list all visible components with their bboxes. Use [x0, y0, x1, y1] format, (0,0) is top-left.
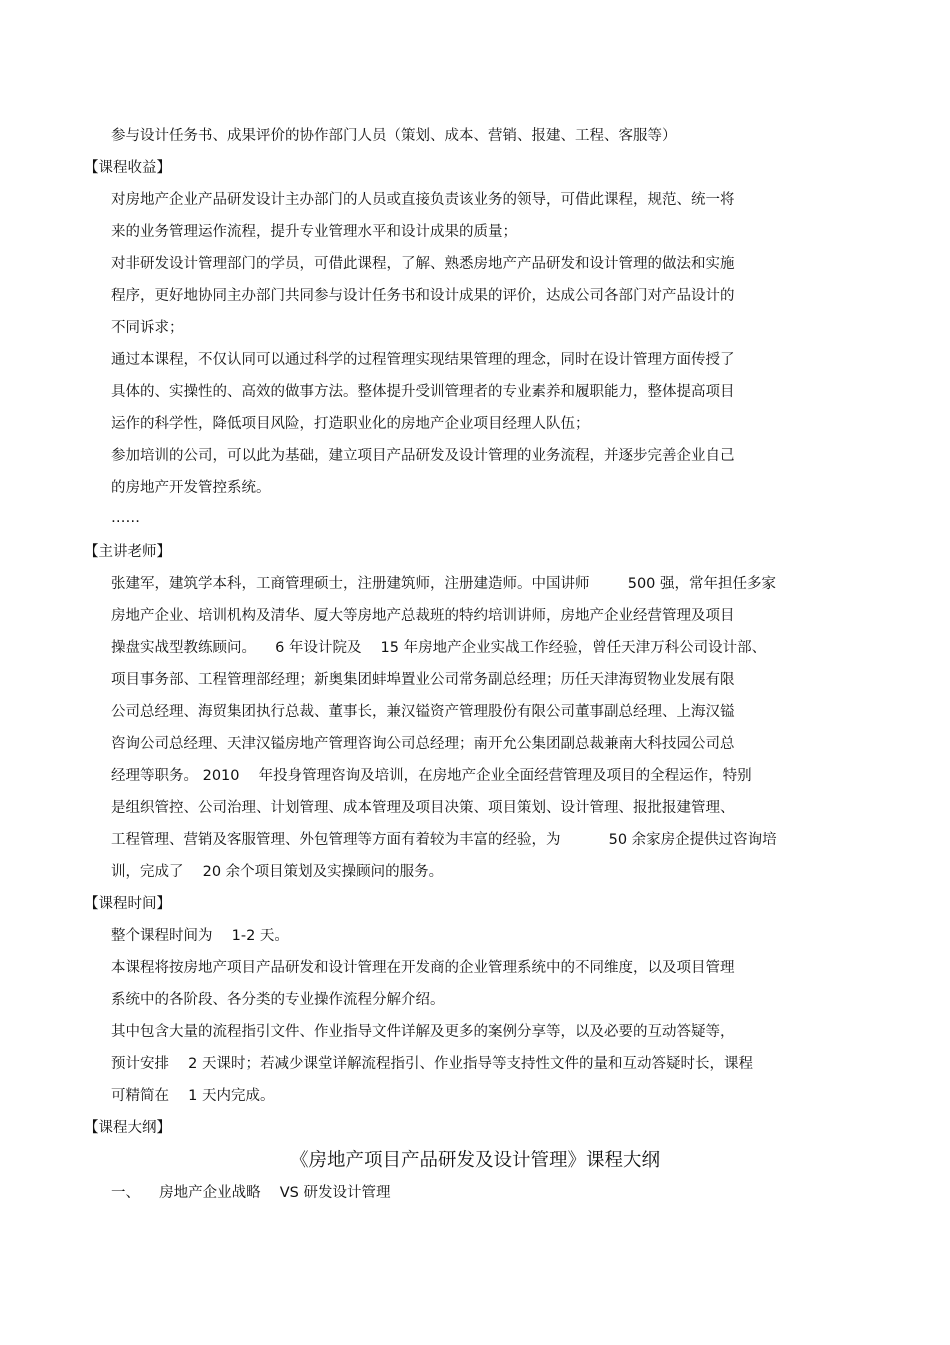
schedule-line: 其中包含大量的流程指引文件、作业指导文件详解及更多的案例分享等，以及必要的互动答疑等，	[111, 1024, 735, 1040]
benefits-line: 通过本课程，不仅认同可以通过科学的过程管理实现结果管理的理念，同时在设计管理方面传授了	[111, 352, 735, 368]
schedule-line: 整个课程时间为 1-2 天。	[111, 928, 289, 944]
teacher-line: 工程管理、营销及客服管理、外包管理等方面有着较为丰富的经验，为 50 余家房企提供过咨询培	[111, 832, 777, 848]
intro-line: 参与设计任务书、成果评价的协作部门人员（策划、成本、营销、报建、工程、客服等）	[111, 128, 677, 144]
benefits-line: 的房地产开发管控系统。	[111, 480, 271, 496]
benefits-line: 对非研发设计管理部门的学员，可借此课程，了解、熟悉房地产产品研发和设计管理的做法和实施	[111, 256, 735, 272]
section-heading-schedule: 【课程时间】	[84, 896, 171, 912]
teacher-line: 项目事务部、工程管理部经理；新奥集团蚌埠置业公司常务副总经理；历任天津海贸物业发展有限	[111, 672, 735, 688]
teacher-line: 咨询公司总经理、天津汉镒房地产管理咨询公司总经理；南开允公集团副总裁兼南大科技园公司总	[111, 736, 735, 752]
schedule-line: 预计安排 2 天课时；若减少课堂详解流程指引、作业指导等支持性文件的量和互动答疑时长，课程	[111, 1056, 753, 1072]
outline-item: 一、 房地产企业战略 VS 研发设计管理	[111, 1185, 391, 1201]
schedule-line: 可精简在 1 天内完成。	[111, 1088, 275, 1104]
benefits-line: 对房地产企业产品研发设计主办部门的人员或直接负责该业务的领导，可借此课程，规范、统一将	[111, 192, 735, 208]
teacher-line: 公司总经理、海贸集团执行总裁、董事长，兼汉镒资产管理股份有限公司董事副总经理、上海汉镒	[111, 704, 735, 720]
teacher-line: 是组织管控、公司治理、计划管理、成本管理及项目决策、项目策划、设计管理、报批报建管理、	[111, 800, 735, 816]
teacher-line: 房地产企业、培训机构及清华、厦大等房地产总裁班的特约培训讲师，房地产企业经营管理及项目	[111, 608, 735, 624]
section-heading-benefits: 【课程收益】	[84, 160, 171, 176]
schedule-line: 本课程将按房地产项目产品研发和设计管理在开发商的企业管理系统中的不同维度，以及项目管理	[111, 960, 735, 976]
schedule-line: 系统中的各阶段、各分类的专业操作流程分解介绍。	[111, 992, 445, 1008]
benefits-line: 不同诉求；	[111, 320, 184, 336]
section-heading-outline: 【课程大纲】	[84, 1120, 171, 1136]
outline-title: 《房地产项目产品研发及设计管理》课程大纲	[289, 1150, 660, 1171]
benefits-line: 参加培训的公司，可以此为基础，建立项目产品研发及设计管理的业务流程，并逐步完善企业自己	[111, 448, 735, 464]
section-heading-teacher: 【主讲老师】	[84, 544, 171, 560]
teacher-line: 操盘实战型教练顾问。 6 年设计院及 15 年房地产企业实战工作经验，曾任天津万科公司设计部、	[111, 640, 767, 656]
benefits-line: 具体的、实操性的、高效的做事方法。整体提升受训管理者的专业素养和履职能力，整体提高项目	[111, 384, 735, 400]
benefits-line: 程序，更好地协同主办部门共同参与设计任务书和设计成果的评价，达成公司各部门对产品设计的	[111, 288, 735, 304]
teacher-line: 经理等职务。 2010 年投身管理咨询及培训，在房地产企业全面经营管理及项目的全程运作，特别	[111, 768, 752, 784]
teacher-line: 张建军，建筑学本科，工商管理硕士，注册建筑师，注册建造师。中国讲师 500 强，常年担任多家	[111, 576, 776, 592]
benefits-ellipsis: ……	[111, 510, 140, 526]
benefits-line: 来的业务管理运作流程，提升专业管理水平和设计成果的质量；	[111, 224, 517, 240]
teacher-line: 训，完成了 20 余个项目策划及实操顾问的服务。	[111, 864, 444, 880]
benefits-line: 运作的科学性，降低项目风险，打造职业化的房地产企业项目经理人队伍；	[111, 416, 590, 432]
